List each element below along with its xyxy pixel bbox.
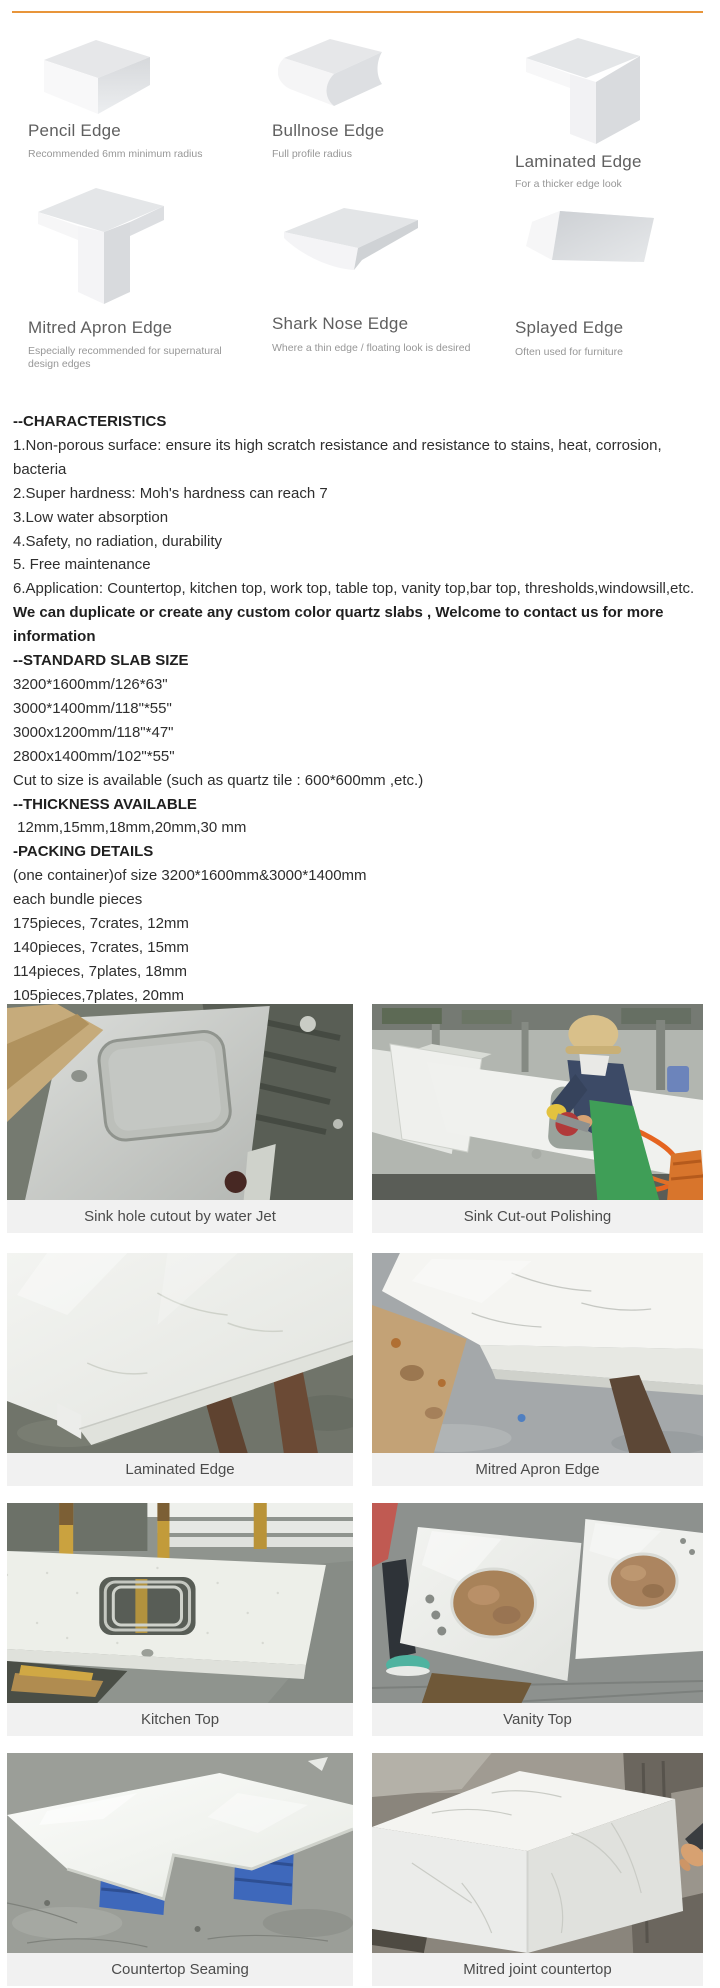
packing-item: each bundle pieces (13, 891, 143, 909)
bullnose-edge-illustration (278, 32, 388, 112)
photo-mitred-apron-edge (372, 1253, 703, 1453)
custom-color-note: We can duplicate or create any custom color quartz slabs , Welcome to contact us for more information (13, 604, 668, 646)
packing-item: 140pieces, 7crates, 15mm (13, 938, 189, 956)
thickness-heading: --THICKNESS AVAILABLE (13, 795, 197, 813)
laminated-edge-illustration (520, 30, 645, 148)
edge-profile-description: Full profile radius (272, 148, 352, 160)
gallery-caption: Countertop Seaming (7, 1953, 353, 1986)
photo-laminated-edge (7, 1253, 353, 1453)
edge-profile-title: Laminated Edge (515, 152, 642, 171)
characteristic-item: 3.Low water absorption (13, 508, 169, 526)
slab-size-heading: --STANDARD SLAB SIZE (13, 652, 189, 670)
edge-profile-title: Bullnose Edge (272, 121, 385, 140)
photo-countertop-seaming (7, 1753, 353, 1953)
splayed-edge-illustration (520, 198, 660, 290)
edge-profile-description: For a thicker edge look (515, 178, 622, 190)
gallery-caption: Sink Cut-out Polishing (372, 1200, 703, 1233)
packing-item: 114pieces, 7plates, 18mm (13, 962, 187, 980)
characteristic-item: 4.Safety, no radiation, durability (13, 532, 223, 550)
characteristics-heading: --CHARACTERISTICS (13, 413, 167, 430)
packing-item: (one container)of size 3200*1600mm&3000*1400mm (13, 867, 367, 885)
photo-vanity-top (372, 1503, 703, 1703)
slab-size-item: 3000*1400mm/118"*55" (13, 699, 172, 717)
edge-profile-description: Recommended 6mm minimum radius (28, 148, 203, 160)
characteristic-item: 2.Super hardness: Moh's hardness can reach 7 (13, 484, 328, 502)
characteristic-item: 5. Free maintenance (13, 556, 151, 574)
slab-size-item: 3200*1600mm/126*63" (13, 675, 168, 693)
edge-profile-description: Often used for furniture (515, 346, 623, 358)
gallery-caption: Sink hole cutout by water Jet (7, 1200, 353, 1233)
cut-to-size-note: Cut to size is available (such as quartz tile : 600*600mm ,etc.) (13, 771, 424, 789)
slab-size-item: 3000x1200mm/118"*47" (13, 723, 174, 741)
edge-profile-title: Mitred Apron Edge (28, 318, 173, 337)
edge-profile-description: Where a thin edge / floating look is desired (272, 342, 471, 354)
pencil-edge-illustration (36, 30, 156, 118)
photo-kitchen-top (7, 1503, 353, 1703)
edge-profile-title: Shark Nose Edge (272, 314, 409, 333)
photo-sink-hole-cutout (7, 1004, 353, 1200)
edge-profile-description: Especially recommended for supernatural design edges (28, 345, 222, 370)
accent-divider-line (12, 11, 703, 13)
photo-sink-cutout-polishing (372, 1004, 703, 1200)
mitred-apron-edge-illustration (34, 182, 169, 310)
gallery-caption: Kitchen Top (7, 1703, 353, 1736)
slab-size-item: 2800x1400mm/102"*55" (13, 747, 175, 765)
characteristic-item: 6.Application: Countertop, kitchen top, work top, table top, vanity top,bar top, thresholds,windowsill,etc. (13, 580, 695, 598)
packing-item: 175pieces, 7crates, 12mm (13, 915, 189, 933)
photo-mitred-joint-countertop (372, 1753, 703, 1953)
edge-profile-title: Pencil Edge (28, 121, 121, 140)
packing-heading: -PACKING DETAILS (13, 843, 154, 861)
shark-nose-edge-illustration (276, 198, 426, 290)
product-details-text (13, 410, 711, 1032)
gallery-caption: Mitred joint countertop (372, 1953, 703, 1986)
gallery-caption: Laminated Edge (7, 1453, 353, 1486)
packing-item: 105pieces,7plates, 20mm (13, 986, 184, 1004)
thickness-item: 12mm,15mm,18mm,20mm,30 mm (13, 819, 247, 837)
characteristic-item: 1.Non-porous surface: ensure its high scratch resistance and resistance to stains, heat, corrosion, bacteria (13, 436, 666, 478)
edge-profile-title: Splayed Edge (515, 318, 624, 337)
gallery-caption: Vanity Top (372, 1703, 703, 1736)
gallery-caption: Mitred Apron Edge (372, 1453, 703, 1486)
